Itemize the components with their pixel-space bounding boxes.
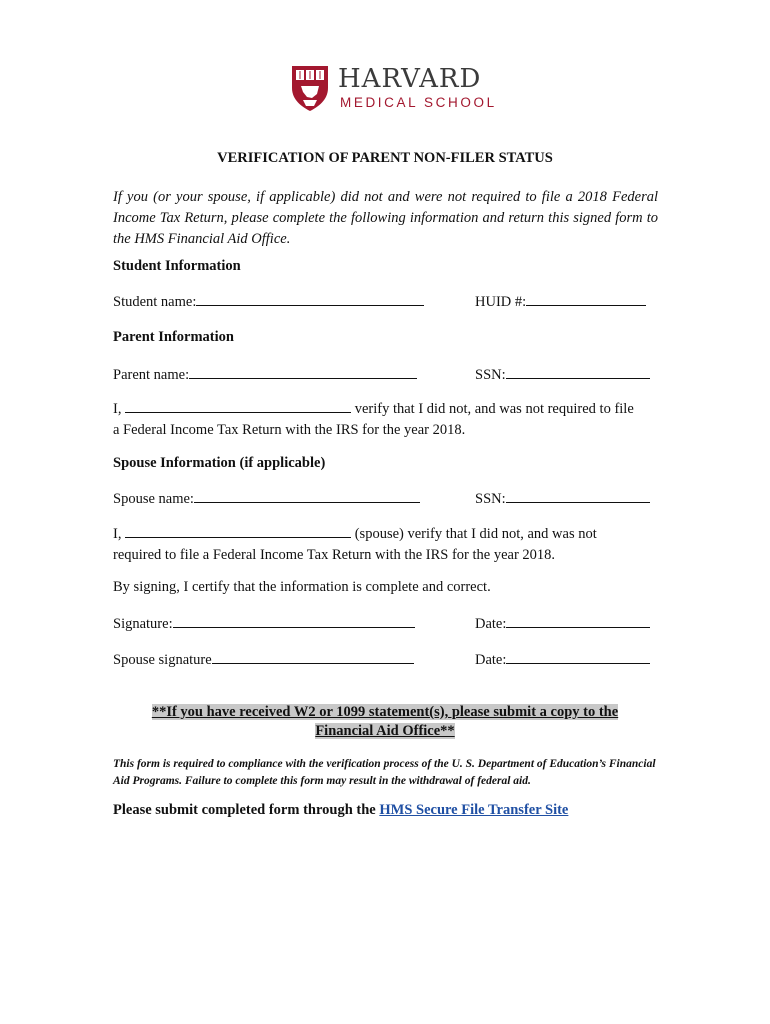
parent-verify-text: verify that I did not, and was not required to file: [354, 401, 634, 417]
spouse-signature-field[interactable]: [212, 650, 414, 664]
signature-date-field[interactable]: [506, 614, 650, 628]
harvard-shield-icon: [290, 64, 330, 112]
notice-line2: Financial Aid Office**: [315, 723, 455, 739]
student-name-row: [113, 292, 424, 311]
signature-field[interactable]: [173, 614, 415, 628]
logo-subtitle: MEDICAL SCHOOL: [340, 95, 497, 110]
submit-instructions: [113, 802, 568, 819]
secure-file-transfer-link[interactable]: HMS Secure File Transfer Site: [379, 802, 569, 818]
compliance-disclaimer: This form is required to compliance with the verification process of the U. S. Department of Education’s Financial Aid Programs. Failure to complete this form may result in the withdrawal of federal aid.: [113, 758, 656, 787]
spouse-name-field[interactable]: [194, 489, 420, 503]
student-heading: Student Information: [113, 258, 241, 274]
parent-heading: Parent Information: [113, 329, 234, 345]
spouse-verify-prefix: I,: [113, 526, 122, 542]
spouse-ssn-row: [475, 489, 650, 508]
spouse-date-row: [475, 650, 650, 669]
huid-label: HUID #:: [475, 294, 527, 310]
parent-verify-line2: a Federal Income Tax Return with the IRS for the year 2018.: [113, 422, 466, 438]
parent-name-row: [113, 365, 417, 384]
signature-row: [113, 614, 415, 633]
parent-verify-statement: [113, 399, 658, 441]
signature-date-row: [475, 614, 650, 633]
spouse-ssn-field[interactable]: [506, 489, 650, 503]
student-name-label: Student name:: [113, 294, 197, 310]
spouse-verify-line2: required to file a Federal Income Tax Return with the IRS for the year 2018.: [113, 547, 556, 563]
parent-ssn-field[interactable]: [506, 365, 650, 379]
parent-ssn-row: [475, 365, 650, 384]
signature-date-label: Date:: [475, 616, 507, 632]
signature-label: Signature:: [113, 616, 173, 632]
spouse-verify-text: (spouse) verify that I did not, and was not: [354, 526, 597, 542]
student-name-field[interactable]: [196, 292, 424, 306]
spouse-signature-row: [113, 650, 414, 669]
notice-line1: **If you have received W2 or 1099 statement(s), please submit a copy to the: [151, 704, 619, 720]
logo-name: HARVARD: [338, 64, 482, 94]
spouse-verify-name-field[interactable]: [125, 524, 351, 538]
spouse-verify-statement: [113, 524, 658, 566]
spouse-date-label: Date:: [475, 652, 507, 668]
w2-1099-notice: [0, 703, 770, 741]
parent-name-label: Parent name:: [113, 367, 190, 383]
spouse-heading: Spouse Information (if applicable): [113, 455, 326, 471]
parent-ssn-label: SSN:: [475, 367, 506, 383]
certify-statement: By signing, I certify that the information is complete and correct.: [113, 579, 491, 595]
submit-text: Please submit completed form through the: [113, 802, 376, 818]
spouse-date-field[interactable]: [506, 650, 650, 664]
parent-name-field[interactable]: [189, 365, 417, 379]
spouse-signature-label: Spouse signature: [113, 652, 212, 668]
spouse-name-row: [113, 489, 420, 508]
huid-row: [475, 292, 646, 311]
parent-verify-prefix: I,: [113, 401, 122, 417]
huid-field[interactable]: [526, 292, 646, 306]
parent-verify-name-field[interactable]: [125, 399, 351, 413]
spouse-name-label: Spouse name:: [113, 491, 194, 507]
form-title: VERIFICATION OF PARENT NON-FILER STATUS: [217, 150, 553, 166]
intro-paragraph: If you (or your spouse, if applicable) did not and were not required to file a 2018 Federal Income Tax Return, please complete the following information and return this signed form to the HMS Financial Aid Office.: [113, 189, 658, 247]
spouse-ssn-label: SSN:: [475, 491, 506, 507]
harvard-medical-school-logo: [290, 64, 497, 116]
